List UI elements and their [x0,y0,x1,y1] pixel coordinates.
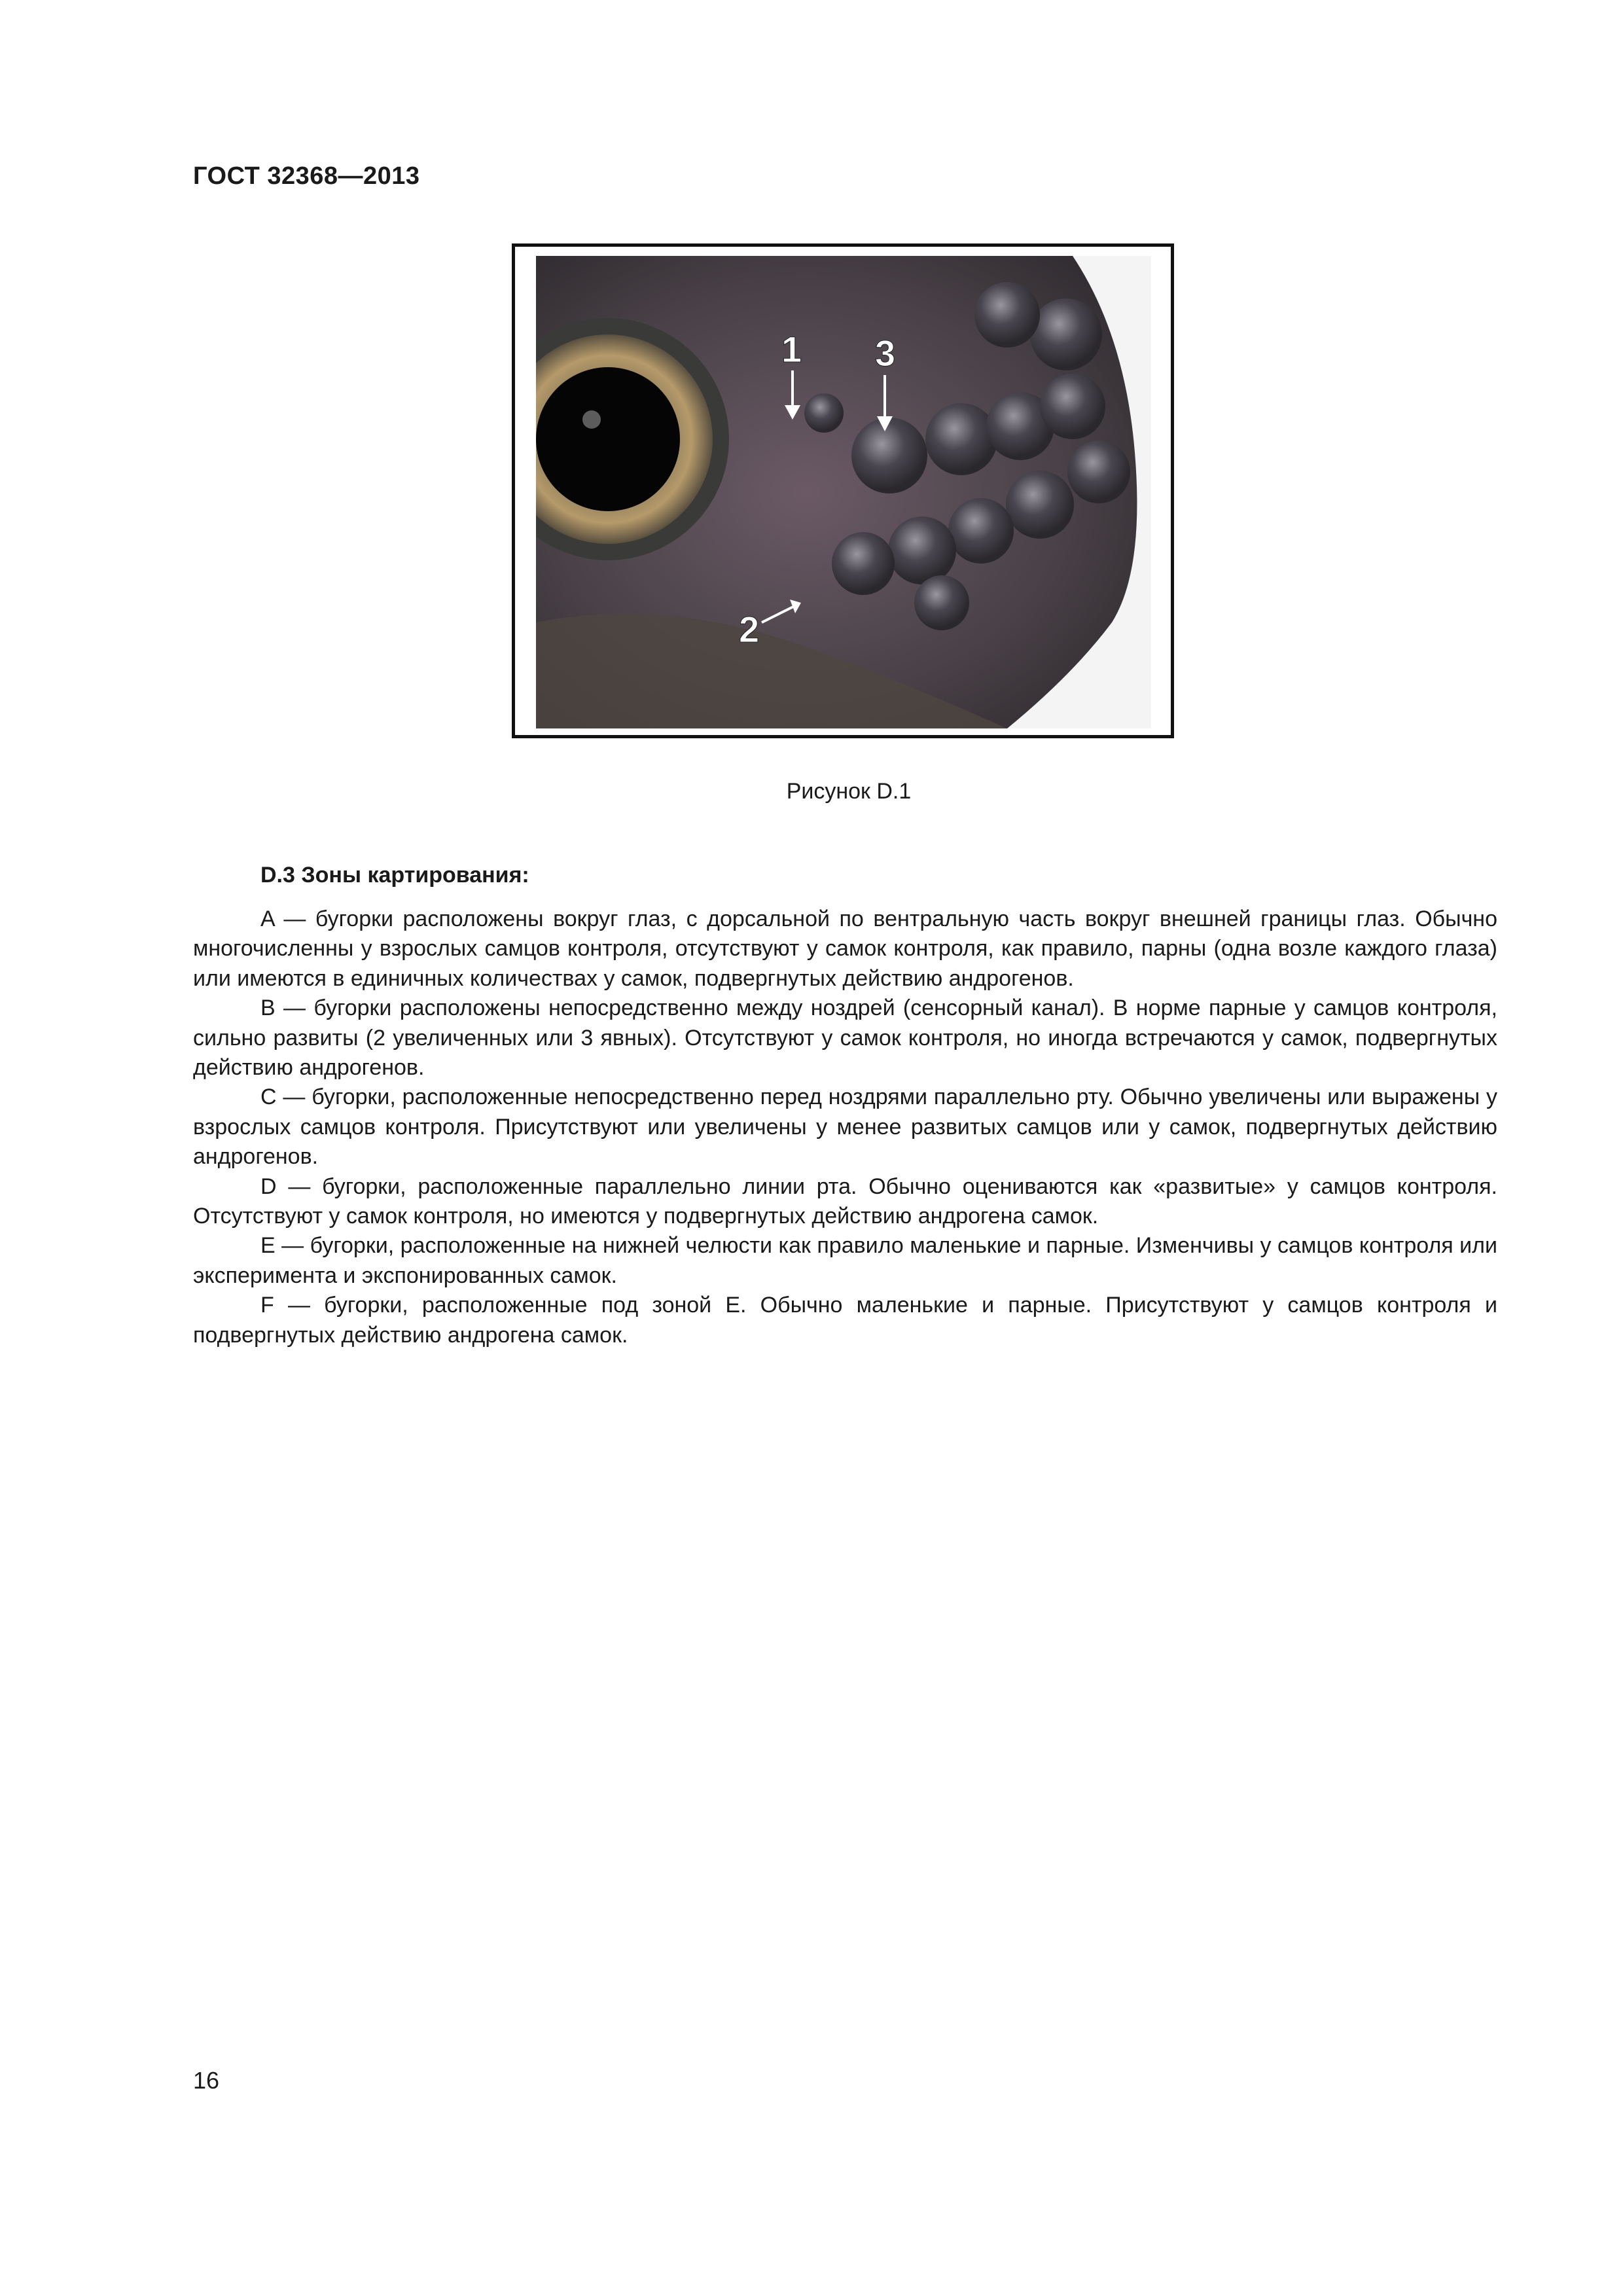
figure-frame [512,243,1174,738]
zone-f-paragraph: F — бугорки, расположенные под зоной E. Обычно маленькие и парные. Присутствуют у самцов контроля и подвергнутых действию андрогена самок. [193,1293,1497,1348]
marker-label-1: 1 [781,329,802,370]
marker-label-2: 2 [739,609,760,650]
zone-c-paragraph: C — бугорки, расположенные непосредственно перед ноздрями параллельно рту. Обычно увеличены или выражены у взрослых самцов контроля. Присутствуют или увеличены у менее развитых самцов или у самок, подвергнутых действию андрогенов. [193,1085,1497,1170]
document-header: ГОСТ 32368—2013 [193,162,420,190]
figure-caption [0,779,1623,804]
page-number: 16 [193,2067,220,2094]
fish-head-photo [536,256,1151,728]
zone-e-paragraph: E — бугорки, расположенные на нижней челюсти как правило маленькие и парные. Изменчивы у самцов контроля или эксперимента и экспонированных самок. [193,1233,1497,1288]
section-heading: D.3 Зоны картирования: [260,863,529,888]
zone-b-paragraph: B — бугорки расположены непосредственно между ноздрей (сенсорный канал). В норме парные у самцов контроля, сильно развиты (2 увеличенных или 3 явных). Отсутствуют у самок контроля, но иногда встречаются у самок, подвергнутых действию андрогенов. [193,996,1497,1081]
zone-d-paragraph: D — бугорки, расположенные параллельно линии рта. Обычно оцениваются как «развитые» у самцов контроля. Отсутствуют у самок контроля, но имеются у подвергнутых действию андрогена самок. [193,1174,1497,1229]
marker-label-3: 3 [875,332,896,374]
figure-caption-text: Рисунок D.1 [786,779,912,804]
section-body [193,905,1497,1350]
zone-a-paragraph: A — бугорки расположены вокруг глаз, с дорсальной по вентральную часть вокруг внешней границы глаз. Обычно многочисленны у взрослых самцов контроля, отсутствуют у самок контроля, как правило, парны (одна возле каждого глаза) или имеются в единичных количествах у самок, подвергнутых действию андрогенов. [193,906,1497,991]
